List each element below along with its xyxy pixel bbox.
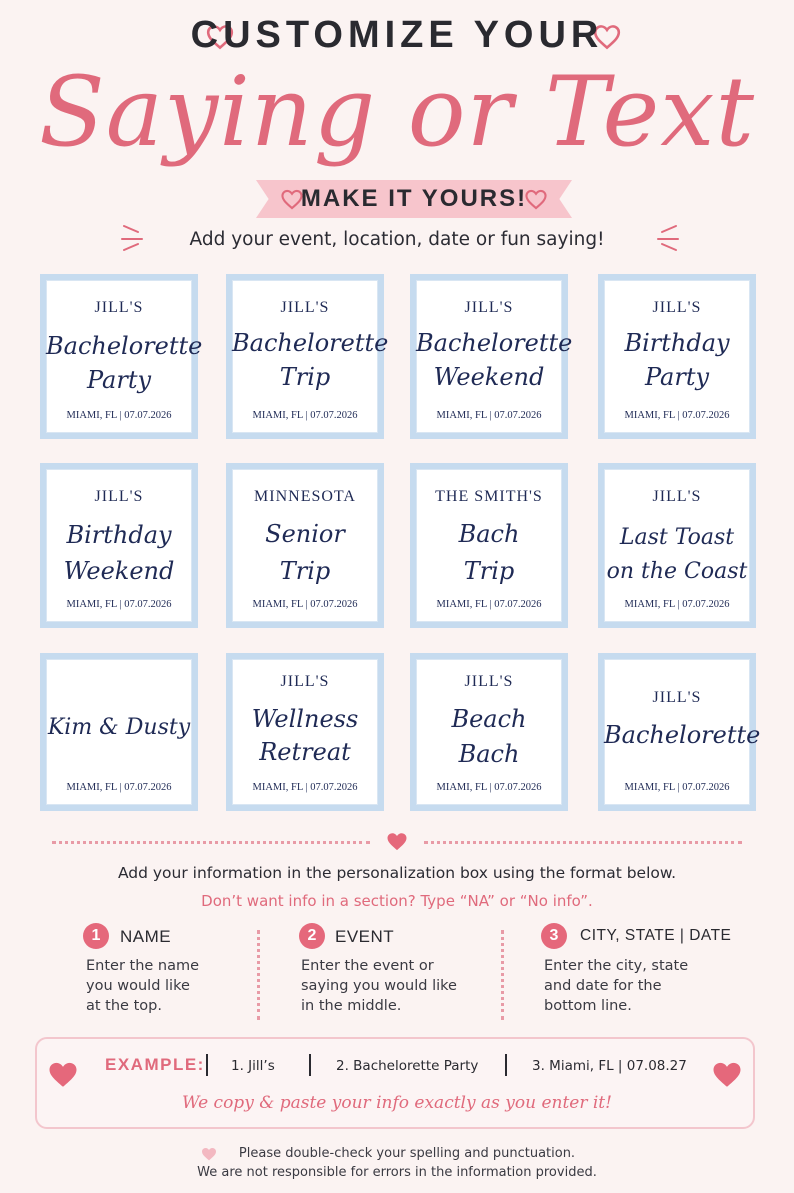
card-event-line-1: Birthday [66,521,172,549]
card-name: JILL'S [94,488,144,505]
sample-card [226,653,384,811]
step-desc-line: Enter the event or [301,958,434,974]
card-event-line-1: Bach [458,520,520,548]
dotted-divider [52,841,370,844]
card-name: JILL'S [652,488,702,505]
example-item-event: 2. Bachelorette Party [336,1058,479,1074]
card-name: JILL'S [280,299,330,316]
card-location-date: MIAMI, FL | 07.07.2026 [624,410,730,421]
instruction-line: Add your information in the personalization box using the format below. [117,864,677,882]
card-location-date: MIAMI, FL | 07.07.2026 [252,782,358,793]
step-desc-line: bottom line. [544,998,632,1014]
sample-card [40,274,203,439]
card-name: JILL'S [652,299,702,316]
card-location-date: MIAMI, FL | 07.07.2026 [436,599,542,610]
card-event-line-2: on the Coast [606,559,748,584]
card-event-line-2: Party [644,363,710,391]
title-line-1: CUSTOMIZE YOUR [190,14,604,56]
card-event-line-1: Bachelorette [604,721,761,749]
card-location-date: MIAMI, FL | 07.07.2026 [436,782,542,793]
sparkle-lines-icon [648,222,680,252]
card-name: JILL'S [464,299,514,316]
step-number-3: 3 [541,923,567,949]
sample-card [40,463,198,628]
sample-card [410,274,573,439]
sample-card [410,463,568,628]
banner-text: MAKE IT YOURS! [300,185,528,212]
step-title-name: NAME [120,927,172,946]
step-desc-line: saying you would like [301,978,457,994]
card-event-line-1: Bachelorette [46,332,203,360]
footer-line-2: We are not responsible for errors in the information provided. [197,1165,597,1180]
card-event-line-2: Trip [463,557,515,585]
sample-card [40,653,198,811]
card-location-date: MIAMI, FL | 07.07.2026 [66,782,172,793]
card-name: THE SMITH'S [435,488,543,505]
step-desc-line: and date for the [544,978,662,994]
step-desc-line: Enter the name [86,958,200,974]
sample-card [598,653,761,811]
sample-card [598,274,756,439]
dotted-separator [501,930,504,1020]
step-title-event: EVENT [335,927,395,946]
step-number-2: 2 [299,923,325,949]
card-event-line-1: Bachelorette [416,329,573,357]
example-item-name: 1. Jill’s [231,1058,275,1074]
card-location-date: MIAMI, FL | 07.07.2026 [252,410,358,421]
card-name: MINNESOTA [254,488,356,505]
sample-card [598,463,756,628]
step-desc-line: you would like [86,978,190,994]
subtitle: Add your event, location, date or fun saying! [189,229,605,250]
card-event-line-1: Kim & Dusty [47,715,191,740]
footer-line-1: Please double-check your spelling and punctuation. [238,1146,576,1161]
sample-card [226,274,389,439]
card-event-line-2: Bach [458,740,520,768]
card-location-date: MIAMI, FL | 07.07.2026 [66,599,172,610]
card-event-line-2: Weekend [63,557,175,585]
card-location-date: MIAMI, FL | 07.07.2026 [624,782,730,793]
step-title-city-state-date: CITY, STATE | DATE [580,927,732,944]
card-event-line-2: Trip [279,557,331,585]
example-box [35,1037,755,1129]
card-event-line-1: Wellness [251,705,359,733]
step-desc-line: at the top. [86,998,162,1014]
example-label: EXAMPLE: [105,1055,205,1074]
card-name: JILL'S [94,299,144,316]
card-event-line-2: Trip [279,363,331,391]
card-location-date: MIAMI, FL | 07.07.2026 [66,410,172,421]
card-event-line-1: Last Toast [619,525,735,550]
card-event-line-1: Birthday [624,329,730,357]
card-event-line-2: Weekend [433,363,545,391]
card-event-line-2: Party [86,366,152,394]
card-event-line-1: Beach [451,705,527,733]
example-separator [505,1054,507,1076]
dotted-divider [424,841,742,844]
example-item-city-date: 3. Miami, FL | 07.08.27 [532,1058,687,1074]
sample-card [226,463,384,628]
card-event-line-1: Senior [265,520,345,548]
card-location-date: MIAMI, FL | 07.07.2026 [252,599,358,610]
heart-filled-icon [48,1061,78,1088]
instruction-note: Don’t want info in a section? Type “NA” or “No info”. [201,892,593,910]
card-name: JILL'S [464,673,514,690]
example-separator [309,1054,311,1076]
step-number-1: 1 [83,923,109,949]
title-line-2: Saying or Text [38,56,756,168]
dotted-separator [257,930,260,1020]
card-location-date: MIAMI, FL | 07.07.2026 [436,410,542,421]
step-desc-line: Enter the city, state [544,958,689,974]
heart-outline-icon [524,189,548,210]
card-location-date: MIAMI, FL | 07.07.2026 [624,599,730,610]
card-name: JILL'S [280,673,330,690]
heart-filled-icon [712,1061,742,1088]
sample-card [410,653,568,811]
example-separator [206,1054,208,1076]
card-name: JILL'S [652,689,702,706]
heart-outline-icon [280,189,304,210]
card-event-line-2: Retreat [259,738,351,766]
example-note: We copy & paste your info exactly as you enter it! [182,1093,612,1113]
heart-filled-icon [386,832,408,851]
card-event-line-1: Bachelorette [232,329,389,357]
step-desc-line: in the middle. [301,998,402,1014]
